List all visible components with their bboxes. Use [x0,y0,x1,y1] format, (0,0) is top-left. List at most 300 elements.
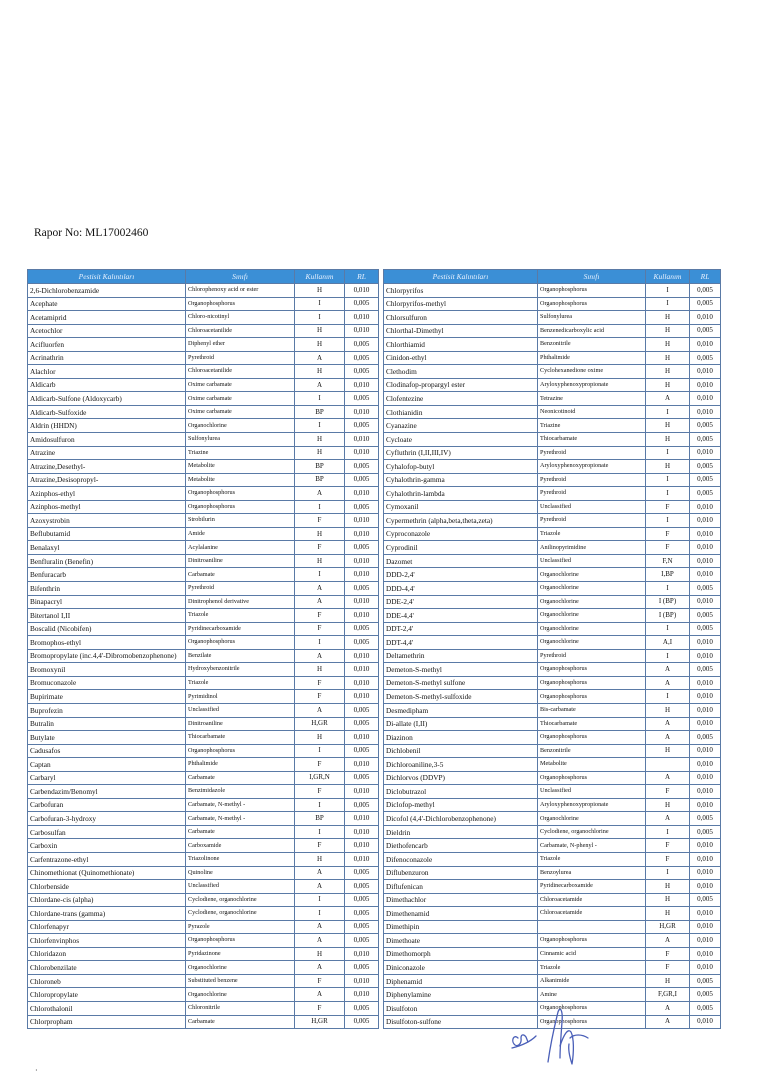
rl-value: 0,010 [345,663,379,677]
pesticide-class: Oxime carbamate [186,378,295,392]
table-row [28,446,379,460]
pesticide-class: Triazine [538,419,646,433]
table-row [28,351,379,365]
pesticide-class: Unclassified [538,500,646,514]
rl-value: 0,010 [345,839,379,853]
usage-code: A,I [646,636,690,650]
pesticide-name: Cyhalothrin-lambda [384,487,538,501]
rl-value: 0,010 [690,785,721,799]
usage-code: F [295,622,345,636]
pesticide-class: Pyrazole [186,920,295,934]
pesticide-name: Azinphos-ethyl [28,487,186,501]
table-row [384,460,721,474]
usage-code: F [295,609,345,623]
pesticide-name: Diethofencarb [384,839,538,853]
usage-code: H [295,947,345,961]
pesticide-name: Binapacryl [28,595,186,609]
header-class: Sınıfı [186,270,295,284]
pesticide-name: Cypermethrin (alpha,beta,theta,zeta) [384,514,538,528]
pesticide-name: Cadusafos [28,744,186,758]
header-usage: Kullanım [646,270,690,284]
pesticide-class: Aryloxyphenoxypropionate [538,378,646,392]
pesticide-name: Carbosulfan [28,825,186,839]
table-row [384,297,721,311]
usage-code: I [295,500,345,514]
rl-value: 0,005 [345,636,379,650]
pesticide-class: Benzilate [186,649,295,663]
table-row [384,961,721,975]
rl-value: 0,010 [690,717,721,731]
usage-code: BP [295,460,345,474]
pesticide-name: Carbofuran-3-hydroxy [28,812,186,826]
rl-value: 0,005 [690,297,721,311]
rl-value: 0,005 [690,582,721,596]
table-row [384,690,721,704]
usage-code: F [646,527,690,541]
usage-code: H [295,284,345,298]
pesticide-class: Benzoylurea [538,866,646,880]
pesticide-name: DDE-2,4' [384,595,538,609]
usage-code: F [295,676,345,690]
usage-code: H [646,324,690,338]
pesticide-class: Organophosphorus [538,1015,646,1029]
pesticide-class: Carbamate [186,1015,295,1029]
pesticide-class: Sulfonylurea [538,311,646,325]
pesticide-class: Strobilurin [186,514,295,528]
pesticide-class: Organophosphorus [538,676,646,690]
table-row [28,974,379,988]
rl-value: 0,005 [345,541,379,555]
rl-value: 0,010 [690,703,721,717]
usage-code: H [295,365,345,379]
rl-value: 0,010 [690,907,721,921]
pesticide-class: Chlorophenoxy acid or ester [186,284,295,298]
usage-code: BP [295,473,345,487]
pesticide-class: Pyridinecarboxamide [538,880,646,894]
rl-value: 0,005 [690,893,721,907]
rl-value: 0,005 [690,433,721,447]
pesticide-class: Quinoline [186,866,295,880]
rl-value: 0,010 [690,866,721,880]
table-row [384,852,721,866]
pesticide-class: Aryloxyphenoxypropionate [538,460,646,474]
pesticide-name: Bromophos-ethyl [28,636,186,650]
rl-value: 0,010 [690,568,721,582]
usage-code: F [646,961,690,975]
pesticide-name: Chloroneb [28,974,186,988]
pesticide-class: Unclassified [186,703,295,717]
table-row [28,1015,379,1029]
usage-code: F [295,514,345,528]
pesticide-name: Dimethoate [384,934,538,948]
usage-code: I [646,297,690,311]
pesticide-name: Chlordane-cis (alpha) [28,893,186,907]
pesticide-class: Acylalanine [186,541,295,555]
pesticide-name: Chloridazon [28,947,186,961]
rl-value: 0,005 [690,351,721,365]
pesticide-name: Diphenylamine [384,988,538,1002]
rl-value: 0,010 [345,609,379,623]
usage-code: H [646,744,690,758]
rl-value: 0,005 [690,284,721,298]
pesticide-name: DDD-2,4' [384,568,538,582]
table-row [384,663,721,677]
pesticide-name: Boscalid (Nicobifen) [28,622,186,636]
pesticide-class: Benzimidazole [186,785,295,799]
pesticide-name: Chlordane-trans (gamma) [28,907,186,921]
header-pesticide: Pestisit Kalıntıları [28,270,186,284]
rl-value: 0,010 [690,405,721,419]
usage-code: A [646,392,690,406]
usage-code: A [646,717,690,731]
usage-code: A [295,649,345,663]
usage-code: I (BP) [646,609,690,623]
pesticide-name: Chlorpyrifos-methyl [384,297,538,311]
rl-value: 0,010 [690,961,721,975]
usage-code: I [646,866,690,880]
rl-value: 0,005 [345,798,379,812]
pesticide-name: Dimethipin [384,920,538,934]
pesticide-name: DDD-4,4' [384,582,538,596]
usage-code: I [295,636,345,650]
pesticide-name: Chlorsulfuron [384,311,538,325]
table-row [384,284,721,298]
table-row [28,717,379,731]
pesticide-class: Pyrethroid [538,487,646,501]
table-row [28,636,379,650]
rl-value: 0,005 [690,609,721,623]
usage-code: F [295,1001,345,1015]
pesticide-class: Carbamate [186,825,295,839]
table-row [384,405,721,419]
rl-value: 0,005 [345,392,379,406]
pesticide-name: Disulfoton [384,1001,538,1015]
rl-value: 0,010 [345,324,379,338]
table-row [28,433,379,447]
pesticide-name: DDT-4,4' [384,636,538,650]
rl-value: 0,010 [690,758,721,772]
pesticide-name: Bifenthrin [28,582,186,596]
pesticide-class: Carbamate, N-methyl - [186,812,295,826]
table-row [28,1001,379,1015]
usage-code: A [295,920,345,934]
pesticide-name: Disulfoton-sulfone [384,1015,538,1029]
usage-code: H [646,378,690,392]
table-row [28,771,379,785]
usage-code: F [646,785,690,799]
usage-code: F [295,785,345,799]
pesticide-name: Clofentezine [384,392,538,406]
usage-code: A [646,731,690,745]
usage-code: H [295,554,345,568]
table-row [28,703,379,717]
pesticide-name: Butylate [28,731,186,745]
rl-value: 0,010 [345,852,379,866]
table-row [28,866,379,880]
table-row [384,541,721,555]
pesticide-name: Acephate [28,297,186,311]
table-row [384,825,721,839]
rl-value: 0,010 [345,731,379,745]
table-row [384,812,721,826]
pesticide-name: Chloropropylate [28,988,186,1002]
rl-value: 0,010 [690,595,721,609]
rl-value: 0,010 [690,852,721,866]
rl-value: 0,005 [690,622,721,636]
table-row [28,527,379,541]
pesticide-class: Organophosphorus [186,934,295,948]
rl-value: 0,005 [345,622,379,636]
usage-code: A [295,703,345,717]
table-row [384,446,721,460]
table-row [28,758,379,772]
pesticide-class: Carbamate, N-phenyl - [538,839,646,853]
pesticide-name: Cyhalofop-butyl [384,460,538,474]
usage-code: A [295,351,345,365]
usage-code: H [295,433,345,447]
pesticide-table-left [27,269,379,1029]
pesticide-class: Organophosphorus [186,744,295,758]
rl-value: 0,010 [690,744,721,758]
rl-value: 0,005 [690,419,721,433]
usage-code: I (BP) [646,595,690,609]
table-row [28,541,379,555]
pesticide-class: Tetrazine [538,392,646,406]
pesticide-name: Buprofezin [28,703,186,717]
table-row [384,500,721,514]
table-row [28,297,379,311]
table-row [28,690,379,704]
table-row [384,514,721,528]
usage-code: I [646,690,690,704]
pesticide-class: Organophosphorus [538,690,646,704]
pesticide-class: Neonicotinoid [538,405,646,419]
rl-value: 0,010 [690,311,721,325]
pesticide-name: Chlorbenside [28,880,186,894]
table-row [28,893,379,907]
rl-value: 0,005 [345,893,379,907]
pesticide-class: Unclassified [538,785,646,799]
table-row [384,676,721,690]
table-row [28,649,379,663]
pesticide-name: Atrazine,Desisopropyl- [28,473,186,487]
table-row [384,473,721,487]
rl-value: 0,010 [690,636,721,650]
pesticide-class: Chloro-nicotinyl [186,311,295,325]
table-row [384,351,721,365]
table-row [28,934,379,948]
pesticide-class: Organophosphorus [186,487,295,501]
usage-code: I [646,622,690,636]
usage-code: H [646,703,690,717]
pesticide-name: Chlorthal-Dimethyl [384,324,538,338]
usage-code: I [295,798,345,812]
pesticide-name: Demeton-S-methyl sulfone [384,676,538,690]
usage-code: I [646,284,690,298]
pesticide-class: Triazolinone [186,852,295,866]
rl-value: 0,005 [345,744,379,758]
pesticide-class: Chloroacetanilide [186,365,295,379]
pesticide-class: Organophosphorus [538,1001,646,1015]
usage-code: H,GR [646,920,690,934]
usage-code: A [295,961,345,975]
pesticide-class: Organophosphorus [538,297,646,311]
pesticide-class: Carbamate [186,771,295,785]
pesticide-name: Dichlorvos (DDVP) [384,771,538,785]
usage-code: A [646,663,690,677]
pesticide-class: Organophosphorus [538,771,646,785]
usage-code: I [646,473,690,487]
rl-value: 0,005 [690,731,721,745]
table-row [28,785,379,799]
rl-value: 0,005 [345,771,379,785]
pesticide-class: Amine [538,988,646,1002]
rl-value: 0,010 [345,649,379,663]
usage-code: I [646,405,690,419]
rl-value: 0,010 [690,676,721,690]
rl-value: 0,005 [345,907,379,921]
rl-value: 0,010 [345,676,379,690]
pesticide-class: Chloronitrile [186,1001,295,1015]
table-row [28,676,379,690]
table-row [384,988,721,1002]
rl-value: 0,005 [690,988,721,1002]
rl-value: 0,010 [345,690,379,704]
pesticide-class: Amide [186,527,295,541]
pesticide-table-right [383,269,721,1029]
table-row [384,880,721,894]
pesticide-class: Organophosphorus [538,731,646,745]
usage-code: I [295,825,345,839]
pesticide-name: Dichlobenil [384,744,538,758]
pesticide-class: Pyrethroid [538,514,646,528]
pesticide-class: Organochlorine [186,961,295,975]
rl-value: 0,010 [690,338,721,352]
table-row [28,947,379,961]
pesticide-name: Atrazine [28,446,186,460]
table-row [384,487,721,501]
table-row [28,731,379,745]
pesticide-class: Triazole [538,961,646,975]
rl-value: 0,010 [345,568,379,582]
usage-code: H [295,852,345,866]
usage-code: A [646,676,690,690]
table-row [384,419,721,433]
pesticide-name: Carboxin [28,839,186,853]
rl-value: 0,005 [345,934,379,948]
pesticide-name: Cyprodinil [384,541,538,555]
header-rl: RL [345,270,379,284]
pesticide-class: Cyclohexanedione oxime [538,365,646,379]
table-row [384,785,721,799]
rl-value: 0,005 [690,663,721,677]
usage-code: I [295,907,345,921]
pesticide-name: Azinphos-methyl [28,500,186,514]
pesticide-name: Acrinathrin [28,351,186,365]
pesticide-name: Beflubutamid [28,527,186,541]
rl-value: 0,005 [690,812,721,826]
rl-value: 0,010 [690,880,721,894]
rl-value: 0,010 [345,405,379,419]
rl-value: 0,010 [345,595,379,609]
usage-code: F [646,839,690,853]
rl-value: 0,010 [690,446,721,460]
pesticide-class: Carbamate, N-methyl - [186,798,295,812]
table-row [28,487,379,501]
usage-code: H [295,527,345,541]
usage-code: H [646,907,690,921]
pesticide-class: Organochlorine [538,636,646,650]
pesticide-class: Benzenedicarboxylic acid [538,324,646,338]
usage-code: H [646,893,690,907]
pesticide-name: Clodinafop-propargyl ester [384,378,538,392]
table-row [28,744,379,758]
usage-code: F,N [646,554,690,568]
usage-code: F [646,947,690,961]
table-row [384,920,721,934]
pesticide-class: Hydroxybenzonitrile [186,663,295,677]
pesticide-name: DDT-2,4' [384,622,538,636]
pesticide-name: Cyhalothrin-gamma [384,473,538,487]
usage-code: F [295,758,345,772]
pesticide-class: Cyclodiene, organochlorine [186,907,295,921]
pesticide-name: Acetochlor [28,324,186,338]
table-row [384,527,721,541]
usage-code: I,GR,N [295,771,345,785]
pesticide-name: Chlorpyrifos [384,284,538,298]
table-row [384,595,721,609]
pesticide-name: Captan [28,758,186,772]
usage-code: F,GR,I [646,988,690,1002]
pesticide-class: Pyrethroid [186,582,295,596]
rl-value: 0,005 [345,460,379,474]
usage-code [646,758,690,772]
table-row [384,622,721,636]
pesticide-class: Oxime carbamate [186,405,295,419]
table-row [28,514,379,528]
pesticide-class: Triazole [538,852,646,866]
table-row [28,378,379,392]
rl-value: 0,005 [690,324,721,338]
pesticide-class: Unclassified [186,880,295,894]
rl-value: 0,010 [690,920,721,934]
table-row [384,744,721,758]
table-row [28,961,379,975]
table-row [28,852,379,866]
usage-code: I [295,297,345,311]
pesticide-class: Organochlorine [186,988,295,1002]
usage-code: H [646,880,690,894]
table-row [28,324,379,338]
usage-code: BP [295,812,345,826]
usage-code: A [646,771,690,785]
rl-value: 0,010 [345,514,379,528]
pesticide-name: Dimethenamid [384,907,538,921]
rl-value: 0,010 [345,446,379,460]
rl-value: 0,005 [345,920,379,934]
pesticide-name: Carbendazim/Benomyl [28,785,186,799]
table-row [28,798,379,812]
table-row [28,839,379,853]
usage-code: BP [295,405,345,419]
pesticide-name: Dazomet [384,554,538,568]
table-row [28,311,379,325]
pesticide-class: Carbamate [186,568,295,582]
pesticide-class: Triazole [538,527,646,541]
pesticide-class: Unclassified [538,554,646,568]
rl-value: 0,005 [345,297,379,311]
usage-code: F [646,500,690,514]
